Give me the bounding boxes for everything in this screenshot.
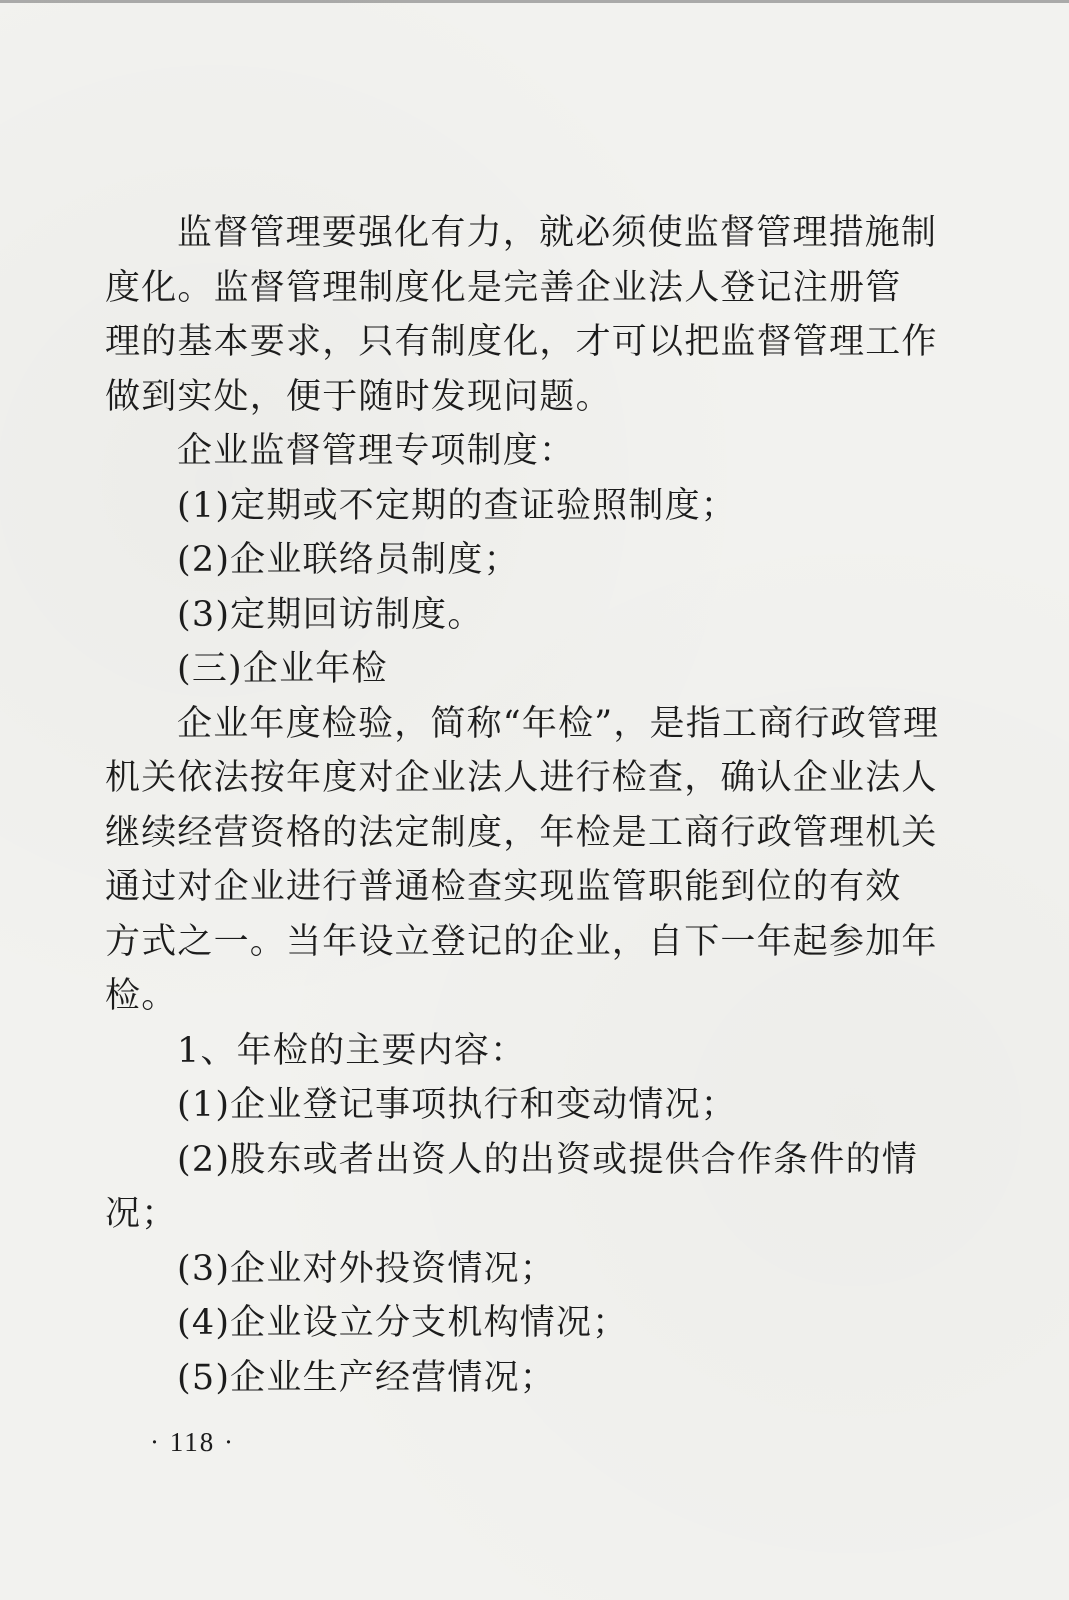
list-item-continuation: 况； — [105, 1194, 178, 1234]
text-line: 做到实处，便于随时发现问题。 — [105, 376, 612, 417]
section-heading: 企业监督管理专项制度： — [177, 431, 576, 471]
text-line: 继续经营资格的法定制度，年检是工商行政管理机关 — [105, 812, 938, 853]
list-item: (2)企业联络员制度； — [177, 540, 520, 580]
text-line: 监督管理要强化有力，就必须使监督管理措施制 — [177, 213, 938, 253]
text-line: 企业年度检验，简称“年检”，是指工商行政管理 — [177, 703, 940, 744]
list-item: (1)定期或不定期的查证验照制度； — [177, 485, 737, 526]
body-text — [105, 206, 940, 1405]
list-item: (5)企业生产经营情况； — [177, 1357, 556, 1398]
list-item: (4)企业设立分支机构情况； — [177, 1303, 629, 1343]
text-line: 方式之一。当年设立登记的企业，自下一年起参加年 — [105, 921, 938, 962]
text-line: 机关依法按年度对企业法人进行检查，确认企业法人 — [105, 758, 938, 798]
text-line: 度化。监督管理制度化是完善企业法人登记注册管 — [105, 267, 902, 308]
text-line: 通过对企业进行普通检查实现监管职能到位的有效 — [105, 867, 902, 907]
text-line: 检。 — [105, 976, 178, 1016]
list-item: (2)股东或者出资人的出资或提供合作条件的情 — [177, 1139, 918, 1180]
list-item: (1)企业登记事项执行和变动情况； — [177, 1085, 737, 1125]
section-heading: 1、年检的主要内容： — [177, 1030, 527, 1071]
page-top-edge — [0, 0, 1069, 3]
section-heading: (三)企业年检 — [177, 649, 388, 689]
page-number: · 118 · — [150, 1427, 235, 1457]
list-item: (3)定期回访制度。 — [177, 594, 484, 635]
text-line: 理的基本要求，只有制度化，才可以把监督管理工作 — [105, 322, 938, 362]
list-item: (3)企业对外投资情况； — [177, 1248, 556, 1289]
